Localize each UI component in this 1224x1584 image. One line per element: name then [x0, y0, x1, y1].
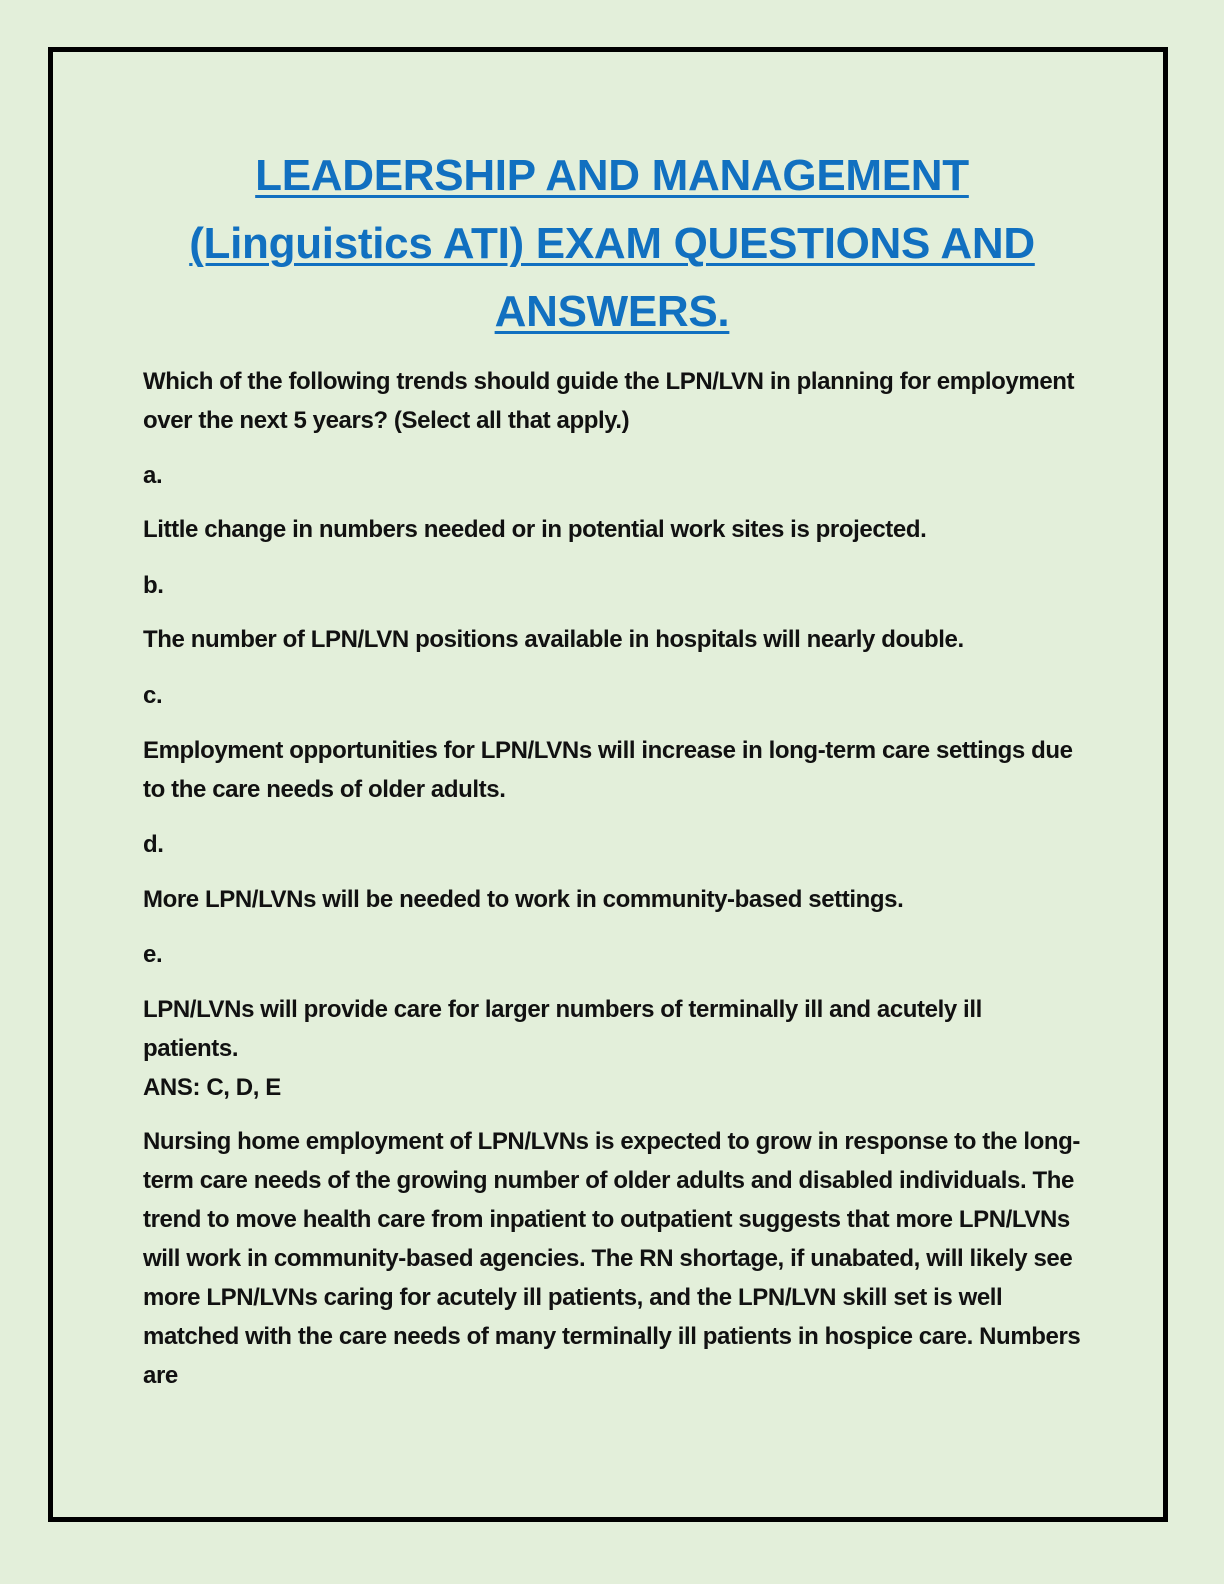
question-text: Which of the following trends should guide the LPN/LVN in planning for employment over the next 5 years? (Select all that apply.): [143, 368, 1075, 434]
option-b-letter: b.: [143, 572, 164, 599]
document-title: [100, 142, 1124, 346]
title-line-3: ANSWERS.: [494, 287, 730, 336]
option-d-text: More LPN/LVNs will be needed to work in community-based settings.: [143, 886, 904, 913]
option-e-letter: e.: [143, 941, 163, 968]
option-b-text: The number of LPN/LVN positions available in hospitals will nearly double.: [143, 626, 964, 653]
option-c-text: Employment opportunities for LPN/LVNs will increase in long-term care settings due to the care needs of older adults.: [143, 737, 1073, 803]
option-d-letter: d.: [143, 831, 164, 858]
option-c-letter: c.: [143, 682, 163, 709]
answer-line: ANS: C, D, E: [143, 1074, 281, 1101]
rationale-text: Nursing home employment of LPN/LVNs is expected to grow in response to the long-term care needs of the growing number of older adults and disabled individuals. The trend to move health care from inpatient to outpatient suggests that more LPN/LVNs will work in community-based agencies. The RN shortage, if unabated, will likely see more LPN/LVNs caring for acutely ill patients, and the LPN/LVN skill set is well matched with the care needs of many terminally ill patients in hospice care. Numbers are: [143, 1128, 1081, 1389]
title-line-1: LEADERSHIP AND MANAGEMENT: [255, 151, 969, 200]
option-e-text: LPN/LVNs will provide care for larger numbers of terminally ill and acutely ill patients.: [143, 996, 982, 1062]
title-line-2: (Linguistics ATI) EXAM QUESTIONS AND: [189, 219, 1035, 268]
option-a-text: Little change in numbers needed or in potential work sites is projected.: [143, 516, 927, 543]
option-a-letter: a.: [143, 462, 163, 489]
